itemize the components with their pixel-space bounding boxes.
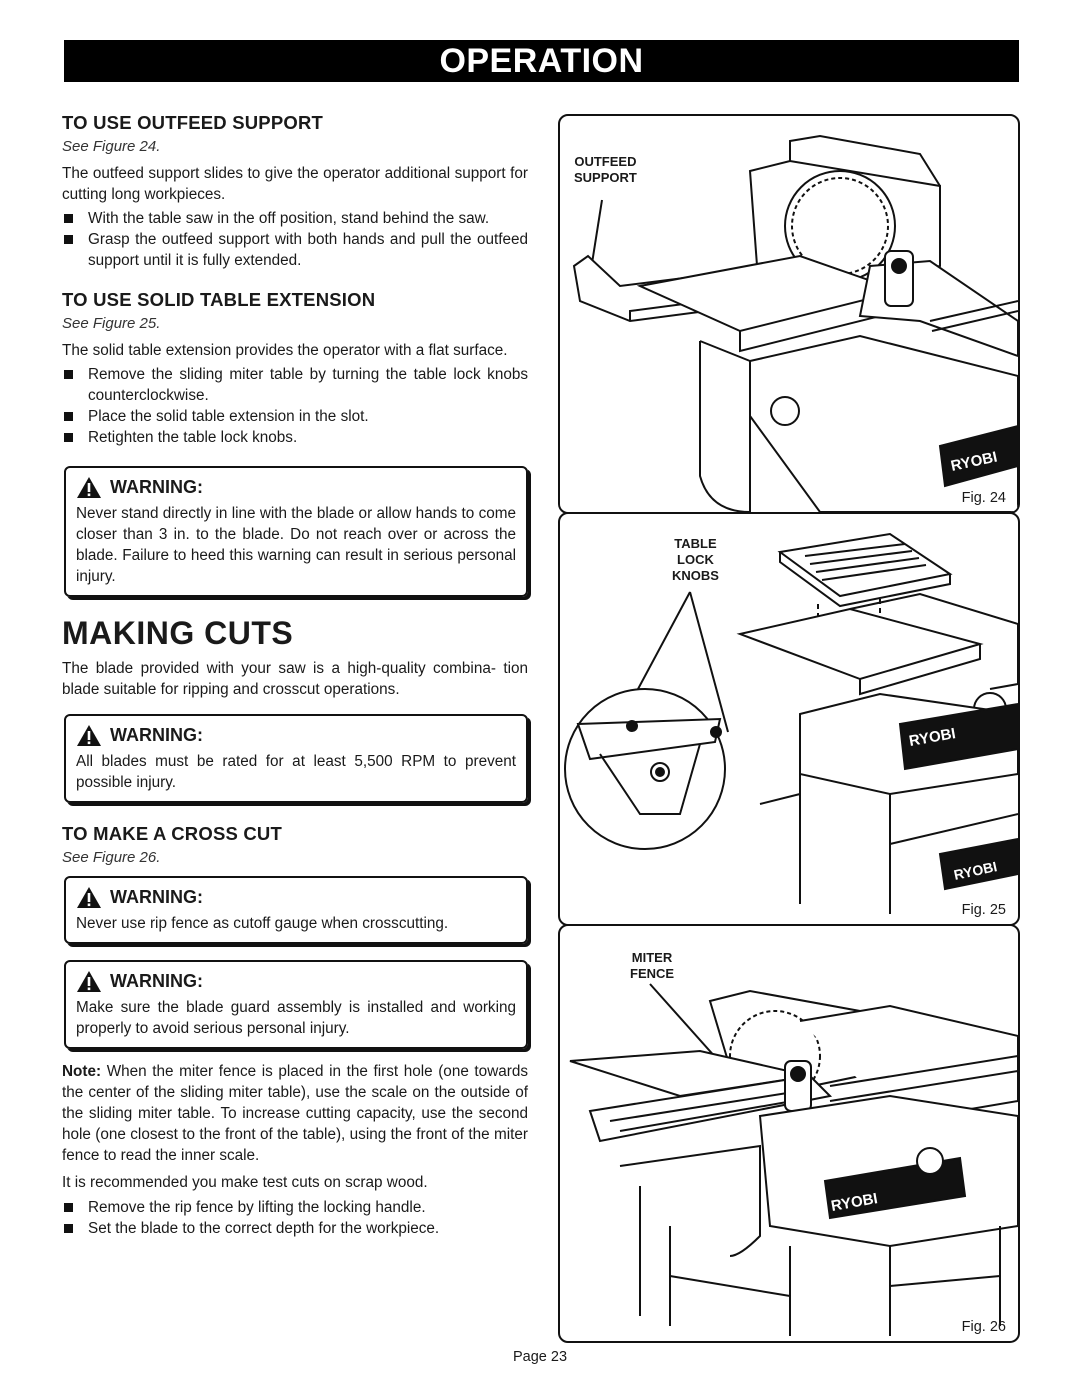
solid-bullets (62, 364, 528, 448)
list-item: Remove the rip fence by lifting the locking handle. (62, 1197, 528, 1218)
warning-label: WARNING: (110, 971, 203, 991)
note-label: Note: (62, 1063, 102, 1080)
bullet-square-icon (64, 1224, 73, 1233)
warning-label: WARNING: (110, 725, 203, 745)
warning-text: All blades must be rated for at least 5,500 RPM to prevent possible injury. (76, 753, 516, 791)
figure-label: Fig. 26 (961, 1319, 1006, 1335)
list-item: Retighten the table lock knobs. (62, 427, 528, 448)
miter-fence-callout: MITER FENCE (630, 950, 675, 981)
warning-label: WARNING: (110, 887, 203, 907)
warning-triangle-icon (76, 970, 102, 993)
figure-label: Fig. 24 (961, 490, 1006, 506)
bullet-square-icon (64, 412, 73, 421)
making-cuts-heading: MAKING CUTS (62, 615, 294, 651)
warning-triangle-icon (76, 724, 102, 747)
solid-body: The solid table extension provides the operator with a flat surface. (62, 342, 508, 359)
figure-label: Fig. 25 (961, 902, 1006, 918)
outfeed-bullets (62, 208, 528, 271)
outfeed-see-figure: See Figure 24. (62, 138, 161, 155)
figure-24 (558, 114, 1020, 514)
ryobi-brand-logo: RYOBI (949, 448, 999, 475)
recommend-text: It is recommended you make test cuts on scrap wood. (62, 1174, 428, 1191)
figure-25 (558, 512, 1020, 926)
note-text: When the miter fence is placed in the first hole (one towards the center of the sliding miter table), use the scale on the outside of the sliding miter table. To increase cutting capacity, use the second hole (one closest to the front of the table), using the front of the miter fence to read the inner scale. (62, 1063, 528, 1164)
cross-cut-illustration (560, 926, 1018, 1341)
warning-triangle-icon (76, 476, 102, 499)
list-item: Place the solid table extension in the slot. (62, 406, 528, 427)
cross-cut-see-figure: See Figure 26. (62, 849, 161, 866)
table-lock-knobs-callout: TABLE LOCK KNOBS (672, 536, 719, 583)
bullet-square-icon (64, 433, 73, 442)
list-item: Grasp the outfeed support with both hands and pull the outfeed support until it is fully extended. (62, 229, 528, 271)
bullet-square-icon (64, 214, 73, 223)
bullet-square-icon (64, 1203, 73, 1212)
solid-heading: TO USE SOLID TABLE EXTENSION (62, 289, 376, 310)
ryobi-brand-logo: RYOBI (907, 725, 957, 750)
warning-label: WARNING: (110, 477, 203, 497)
outfeed-callout: OUTFEED SUPPORT (574, 154, 637, 185)
table-saw-outfeed-illustration (560, 116, 1018, 512)
list-item: With the table saw in the off position, stand behind the saw. (62, 208, 528, 229)
section-banner: OPERATION (64, 40, 1019, 82)
solid-table-extension-illustration (560, 514, 1018, 924)
page-number: Page 23 (512, 1349, 568, 1365)
cross-cut-bullets (62, 1197, 528, 1239)
list-item: Set the blade to the correct depth for the workpiece. (62, 1218, 528, 1239)
making-cuts-body: The blade provided with your saw is a high-quality combina- tion blade suitable for ripping and crosscut operations. (62, 660, 528, 698)
warning-box-2 (64, 714, 528, 803)
cross-cut-heading: TO MAKE A CROSS CUT (62, 823, 282, 844)
bullet-square-icon (64, 370, 73, 379)
warning-triangle-icon (76, 886, 102, 909)
bullet-square-icon (64, 235, 73, 244)
warning-text: Never use rip fence as cutoff gauge when crosscutting. (76, 915, 449, 932)
warning-text: Make sure the blade guard assembly is installed and working properly to avoid serious personal injury. (76, 999, 516, 1037)
left-column (62, 112, 528, 1239)
outfeed-heading: TO USE OUTFEED SUPPORT (62, 112, 324, 133)
warning-box-4 (64, 960, 528, 1049)
note-paragraph (62, 1061, 528, 1166)
warning-box-1 (64, 466, 528, 597)
warning-text: Never stand directly in line with the blade or allow hands to come closer than 3 in. to the blade. Do not reach over or across the blade. Failure to heed this warning can result in serious personal injury. (76, 505, 516, 585)
figure-26 (558, 924, 1020, 1343)
outfeed-body: The outfeed support slides to give the operator additional support for cutting long workpieces. (62, 165, 528, 203)
solid-see-figure: See Figure 25. (62, 315, 161, 332)
ryobi-brand-logo: RYOBI (829, 1190, 879, 1215)
list-item: Remove the sliding miter table by turning the table lock knobs counterclockwise. (62, 364, 528, 406)
ryobi-brand-logo: RYOBI (952, 858, 999, 883)
warning-box-3 (64, 876, 528, 944)
